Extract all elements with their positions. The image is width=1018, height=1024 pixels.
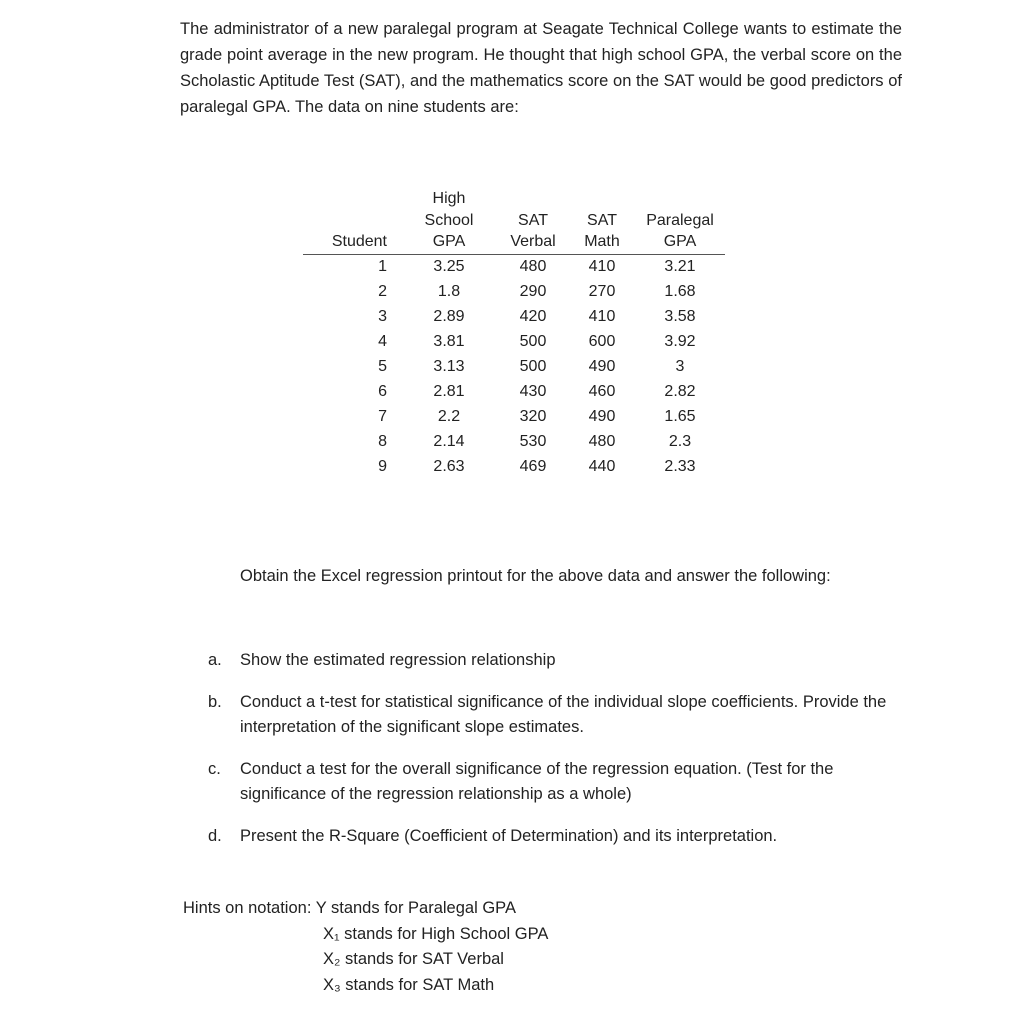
cell-student: 9 (378, 458, 387, 475)
question-marker: a. (208, 651, 222, 669)
cell-sat-math: 490 (588, 408, 616, 425)
question-marker: d. (208, 827, 222, 845)
cell-paralegal-gpa: 1.68 (664, 283, 696, 300)
cell-paralegal-gpa: 3.92 (664, 333, 696, 350)
question-item-c (208, 757, 902, 807)
cell-high-school-gpa: 2.63 (433, 458, 465, 475)
question-text: Show the estimated regression relationship (240, 651, 556, 669)
cell-sat-math: 480 (588, 433, 616, 450)
cell-sat-verbal: 290 (519, 283, 547, 300)
cell-high-school-gpa: 2.2 (437, 408, 461, 425)
table-row (303, 305, 725, 330)
cell-student: 4 (378, 333, 387, 350)
hint-line: X₃ stands for SAT Math (323, 975, 495, 994)
question-list (208, 648, 902, 866)
cell-sat-math: 600 (588, 333, 616, 350)
cell-paralegal-gpa: 3.21 (664, 258, 696, 275)
cell-sat-verbal: 530 (519, 433, 547, 450)
problem-intro: The administrator of a new paralegal program at Seagate Technical College wants to estimate the grade point average in the new program. He thought that high school GPA, the verbal score on the Scholastic Aptitude Test (SAT), and the mathematics score on the SAT would be good predictors of paralegal GPA. The data on nine students are: (180, 20, 902, 116)
table-row (303, 330, 725, 355)
header-sat-verbal: SAT Verbal (497, 188, 569, 254)
hint-line: X₂ stands for SAT Verbal (323, 950, 504, 968)
cell-student: 2 (378, 283, 387, 300)
cell-student: 5 (378, 358, 387, 375)
cell-sat-verbal: 320 (519, 408, 547, 425)
cell-high-school-gpa: 3.25 (433, 258, 465, 275)
table-row (303, 430, 725, 455)
cell-sat-math: 410 (588, 258, 616, 275)
table-row (303, 455, 725, 480)
cell-high-school-gpa: 2.81 (433, 383, 465, 400)
cell-sat-math: 490 (588, 358, 616, 375)
cell-sat-verbal: 420 (519, 308, 547, 325)
cell-high-school-gpa: 2.89 (433, 308, 465, 325)
question-item-d (208, 824, 902, 849)
cell-sat-verbal: 469 (519, 458, 547, 475)
cell-student: 3 (378, 308, 387, 325)
header-paralegal-gpa: Paralegal GPA (635, 188, 725, 254)
cell-sat-verbal: 480 (519, 258, 547, 275)
header-high-school-gpa: High School GPA (401, 188, 497, 254)
header-student: Student (303, 188, 401, 254)
header-sat-math: SAT Math (569, 188, 635, 254)
cell-sat-math: 460 (588, 383, 616, 400)
cell-sat-verbal: 430 (519, 383, 547, 400)
table-header-row (303, 188, 725, 254)
cell-high-school-gpa: 1.8 (437, 283, 461, 300)
hint-line: X₁ stands for High School GPA (323, 924, 549, 943)
question-item-b (208, 690, 902, 740)
cell-sat-math: 440 (588, 458, 616, 475)
question-text: Present the R-Square (Coefficient of Determination) and its interpretation. (240, 827, 778, 845)
cell-paralegal-gpa: 3 (675, 358, 685, 375)
cell-paralegal-gpa: 2.3 (668, 433, 692, 450)
question-text: Conduct a test for the overall significance of the regression equation. (Test for the significance of the regression relationship as a whole) (240, 760, 834, 803)
cell-student: 8 (378, 433, 387, 450)
question-marker: b. (208, 693, 222, 711)
cell-student: 6 (378, 383, 387, 400)
table-row (303, 254, 725, 280)
cell-student: 1 (378, 258, 387, 275)
cell-paralegal-gpa: 2.33 (664, 458, 696, 475)
cell-student: 7 (378, 408, 387, 425)
table-row (303, 405, 725, 430)
question-marker: c. (208, 760, 221, 778)
question-item-a (208, 648, 902, 673)
cell-sat-math: 270 (588, 283, 616, 300)
cell-high-school-gpa: 2.14 (433, 433, 465, 450)
cell-sat-math: 410 (588, 308, 616, 325)
cell-sat-verbal: 500 (519, 358, 547, 375)
cell-paralegal-gpa: 1.65 (664, 408, 696, 425)
instruction-text: Obtain the Excel regression printout for the above data and answer the following: (240, 567, 831, 585)
student-data-table (303, 188, 725, 480)
cell-high-school-gpa: 3.13 (433, 358, 465, 375)
table-row (303, 280, 725, 305)
cell-sat-verbal: 500 (519, 333, 547, 350)
cell-paralegal-gpa: 3.58 (664, 308, 696, 325)
cell-high-school-gpa: 3.81 (433, 333, 465, 350)
notation-hints (183, 896, 548, 998)
hints-title: Hints on notation: Y stands for Paralegal GPA (183, 899, 516, 917)
table-row (303, 380, 725, 405)
table-row (303, 355, 725, 380)
question-text: Conduct a t-test for statistical significance of the individual slope coefficients. Provide the interpretation of the significant slope estimates. (240, 693, 887, 736)
cell-paralegal-gpa: 2.82 (664, 383, 696, 400)
